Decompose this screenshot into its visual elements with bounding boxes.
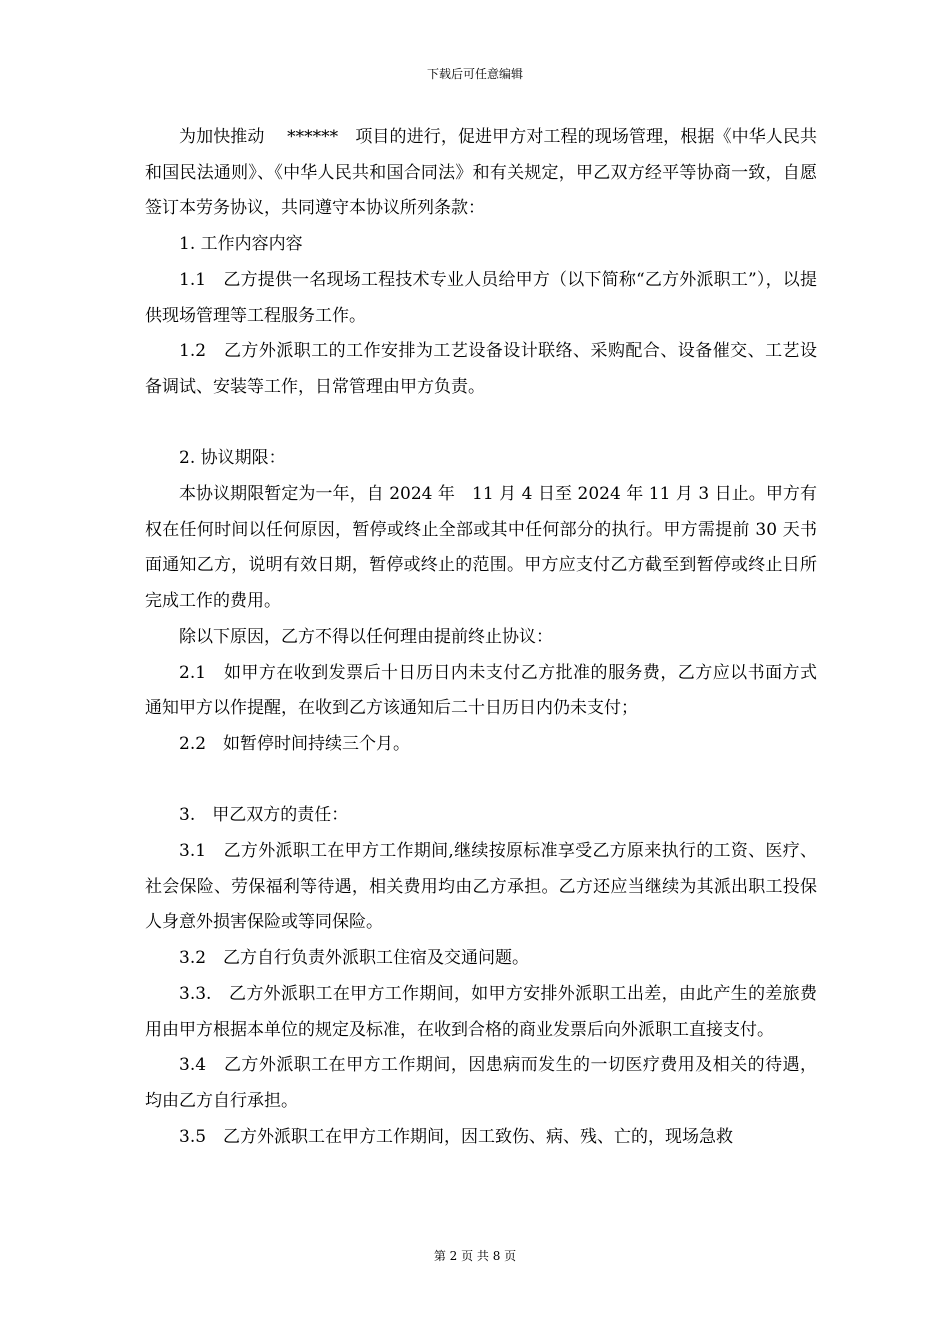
term-paragraph: 本协议期限暂定为一年，自 2024 年 11 月 4 日至 2024 年 11 月 3 日止。甲方有权在任何时间以任何原因，暂停或终止全部或其中任何部分的执行。甲方需提前 30 天书面通知乙方，说明有效日期，暂停或终止的范围。甲方应支付乙方截至到暂停或终止日所完成工作的费用。 (145, 484, 817, 612)
clause-3-1: 3.1 乙方外派职工在甲方工作期间,继续按原标准享受乙方原来执行的工资、医疗、社会保险、劳保福利等待遇，相关费用均由乙方承担。乙方还应当继续为其派出职工投保人身意外损害保险或等同保险。 (145, 841, 817, 933)
spacer (145, 406, 817, 442)
section-2-heading: 2. 协议期限： (179, 448, 286, 469)
page-header: 下载后可任意编辑 (426, 67, 523, 81)
intro-paragraph: 为加快推动 ****** 项目的进行，促进甲方对工程的现场管理，根据《中华人民共和国民法通则》、《中华人民共和国合同法》和有关规定，甲乙双方经平等协商一致，自愿签订本劳务协议，共同遵守本协议所列条款： (145, 127, 817, 219)
clause-3-2: 3.2 乙方自行负责外派职工住宿及交通问题。 (179, 948, 530, 969)
clause-3-5: 3.5 乙方外派职工在甲方工作期间，因工致伤、病、残、亡的，现场急救 (179, 1126, 734, 1147)
page-footer: 第 2 页 共 8 页 (433, 1249, 517, 1263)
clause-2-2: 2.2 如暂停时间持续三个月。 (179, 733, 411, 754)
clause-2-1: 2.1 如甲方在收到发票后十日历日内未支付乙方批准的服务费，乙方应以书面方式通知甲方以作提醒，在收到乙方该通知后二十日历日内仍未支付； (145, 662, 817, 719)
section-3-heading: 3. 甲乙双方的责任： (179, 805, 349, 826)
clause-1-2: 1.2 乙方外派职工的工作安排为工艺设备设计联络、采购配合、设备催交、工艺设备调试、安装等工作，日常管理由甲方负责。 (145, 341, 817, 397)
section-1-heading: 1. 工作内容内容 (179, 234, 303, 255)
document-body (145, 120, 817, 1155)
clause-1-1: 1.1 乙方提供一名现场工程技术专业人员给甲方（以下简称“乙方外派职工”），以提供现场管理等工程服务工作。 (145, 269, 817, 326)
spacer (145, 763, 817, 799)
termination-intro: 除以下原因，乙方不得以任何理由提前终止协议： (179, 626, 553, 647)
clause-3-3: 3.3. 乙方外派职工在甲方工作期间，如甲方安排外派职工出差，由此产生的差旅费用由甲方根据本单位的规定及标准，在收到合格的商业发票后向外派职工直接支付。 (145, 983, 817, 1040)
clause-3-4: 3.4 乙方外派职工在甲方工作期间，因患病而发生的一切医疗费用及相关的待遇，均由乙方自行承担。 (145, 1055, 817, 1111)
